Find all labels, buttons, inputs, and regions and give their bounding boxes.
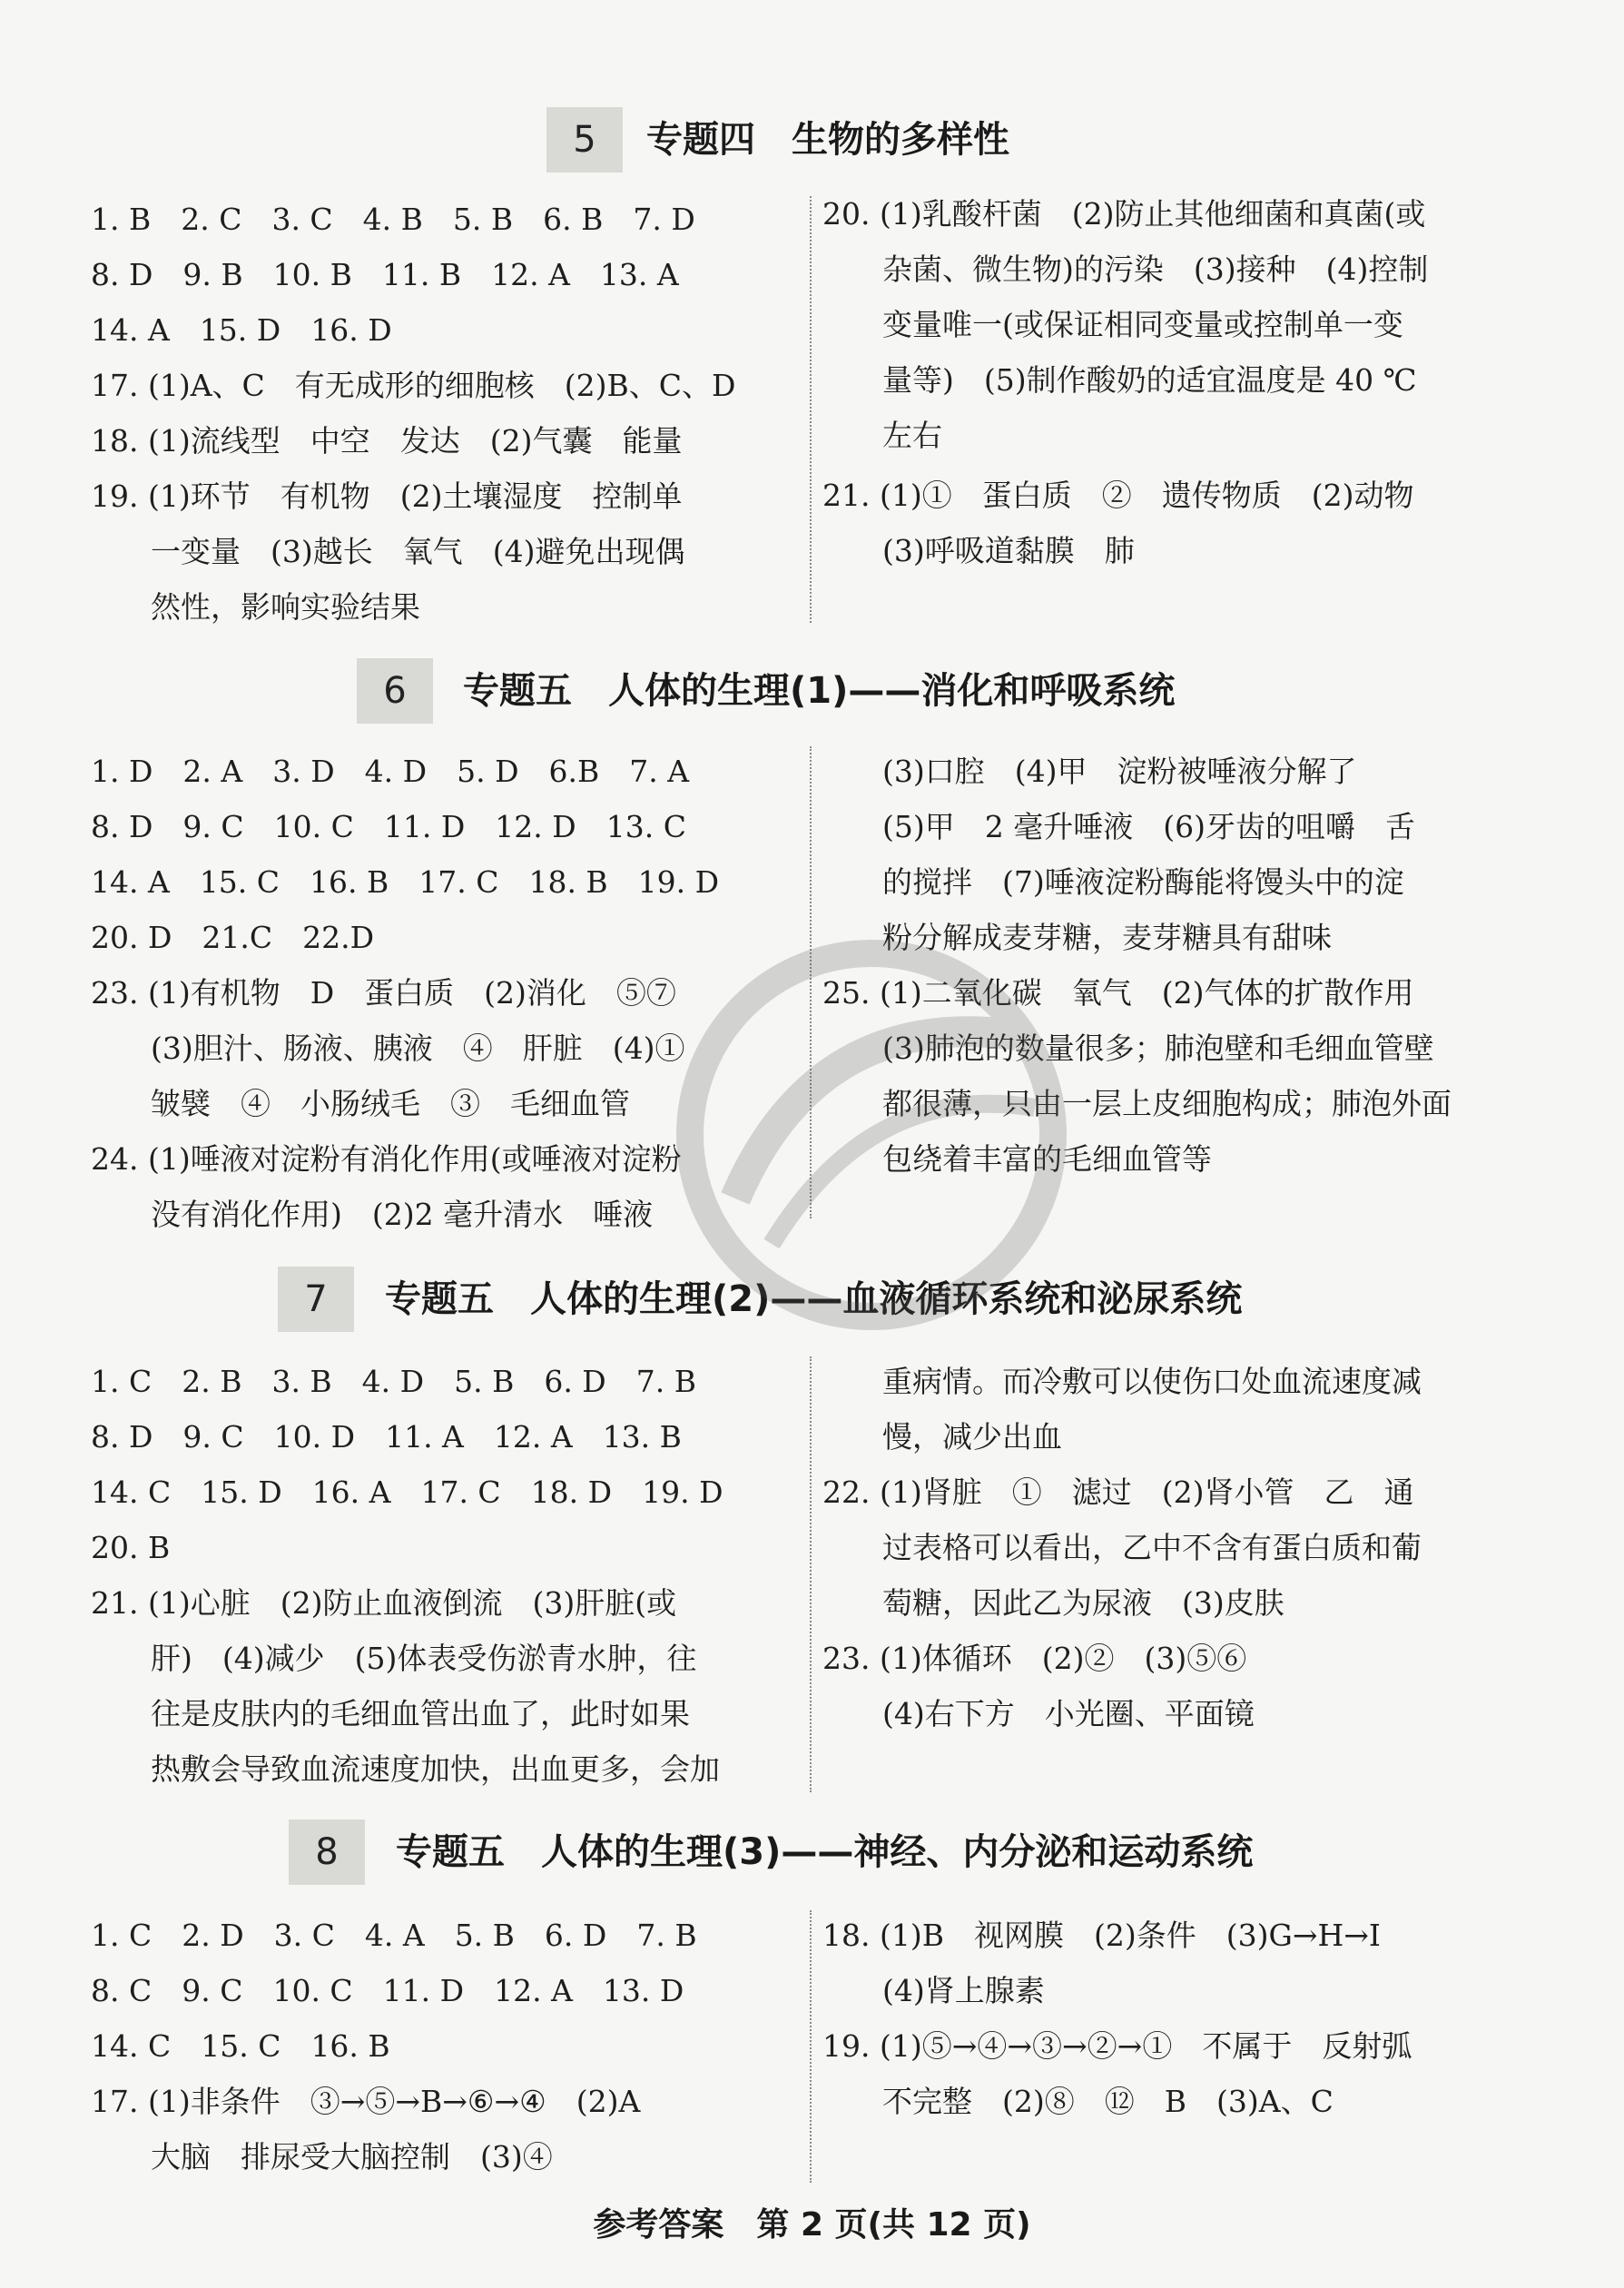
- answer-line: 14. A 15. C 16. B 17. C 18. B 19. D: [91, 864, 720, 900]
- section-title: 专题五 人体的生理(2)——血液循环系统和泌尿系统: [385, 1278, 1243, 1320]
- answer-line: 杂菌、微生物)的污染 (3)接种 (4)控制: [822, 251, 1429, 287]
- answer-line: 肝) (4)减少 (5)体表受伤淤青水肿，往: [91, 1641, 697, 1676]
- section-8-right-column: [822, 1910, 1540, 2146]
- answer-line: 20. B: [91, 1530, 171, 1565]
- section-title: 专题五 人体的生理(1)——消化和呼吸系统: [463, 670, 1176, 712]
- answer-line: (5)甲 2 毫升唾液 (6)牙齿的咀嚼 舌: [822, 809, 1415, 844]
- section-number: 5: [546, 107, 623, 173]
- answer-line: 一变量 (3)越长 氧气 (4)避免出现偶: [91, 534, 685, 569]
- answer-line: 慢，减少出血: [822, 1419, 1062, 1455]
- section-header-6: [0, 658, 1624, 724]
- answer-line: 大脑 排尿受大脑控制 (3)④: [91, 2139, 553, 2175]
- answer-line: 粉分解成麦芽糖，麦芽糖具有甜味: [822, 920, 1332, 955]
- answer-line: 14. C 15. D 16. A 17. C 18. D 19. D: [91, 1474, 723, 1510]
- answer-line: 14. A 15. D 16. D: [91, 312, 392, 348]
- section-header-5: [0, 107, 1624, 173]
- page-footer: 参考答案 第 2 页(共 12 页): [593, 2206, 1031, 2244]
- answer-line: 皱襞 ④ 小肠绒毛 ③ 毛细血管: [91, 1086, 630, 1121]
- section-6-left-column: [91, 746, 799, 1232]
- answer-line: 24. (1)唾液对淀粉有消化作用(或唾液对淀粉: [91, 1141, 682, 1177]
- answer-line: 1. C 2. B 3. B 4. D 5. B 6. D 7. B: [91, 1364, 696, 1399]
- section-number: 7: [278, 1267, 354, 1332]
- answer-line: 19. (1)⑤→④→③→②→① 不属于 反射弧: [822, 2028, 1412, 2064]
- section-7-left-column: [91, 1356, 799, 1787]
- answer-line: 萄糖，因此乙为尿液 (3)皮肤: [822, 1585, 1284, 1621]
- answer-line: 17. (1)非条件 ③→⑤→B→⑥→④ (2)A: [91, 2084, 641, 2119]
- answer-line: 不完整 (2)⑧ ⑫ B (3)A、C: [822, 2084, 1334, 2119]
- answer-line: 重病情。而冷敷可以使伤口处血流速度减: [822, 1364, 1422, 1399]
- answer-line: 8. C 9. C 10. C 11. D 12. A 13. D: [91, 1973, 684, 2008]
- section-header-8: [0, 1820, 1624, 1885]
- answer-line: (3)胆汁、肠液、胰液 ④ 肝脏 (4)①: [91, 1031, 685, 1066]
- answer-line: 19. (1)环节 有机物 (2)土壤湿度 控制单: [91, 478, 683, 514]
- answer-line: 左右: [822, 418, 942, 453]
- section-5-left-column: [91, 194, 799, 625]
- answer-line: (3)呼吸道黏膜 肺: [822, 533, 1135, 568]
- column-divider: [810, 196, 812, 623]
- answer-line: 包绕着丰富的毛细血管等: [822, 1141, 1212, 1177]
- answer-line: 8. D 9. C 10. D 11. A 12. A 13. B: [91, 1419, 682, 1455]
- answer-line: 20. D 21.C 22.D: [91, 920, 375, 955]
- answer-line: 过表格可以看出，乙中不含有蛋白质和葡: [822, 1530, 1422, 1565]
- answer-line: 然性，影响实验结果: [91, 589, 420, 625]
- section-8-left-column: [91, 1910, 799, 2183]
- section-title: 专题五 人体的生理(3)——神经、内分泌和运动系统: [396, 1831, 1254, 1873]
- answer-line: 23. (1)有机物 D 蛋白质 (2)消化 ⑤⑦: [91, 975, 676, 1011]
- answer-line: 21. (1)① 蛋白质 ② 遗传物质 (2)动物: [822, 478, 1414, 513]
- column-divider: [810, 1910, 812, 2183]
- answer-line: 14. C 15. C 16. B: [91, 2028, 390, 2064]
- answer-line: 量等) (5)制作酸奶的适宜温度是 40 ℃: [822, 362, 1417, 398]
- section-number: 6: [357, 658, 433, 724]
- column-divider: [810, 1356, 812, 1792]
- section-6-right-column: [822, 746, 1540, 1182]
- answer-line: 8. D 9. C 10. C 11. D 12. D 13. C: [91, 809, 686, 844]
- answer-line: (4)肾上腺素: [822, 1973, 1045, 2008]
- section-header-7: [0, 1267, 1624, 1332]
- section-7-right-column: [822, 1356, 1540, 1738]
- answer-line: 往是皮肤内的毛细血管出血了，此时如果: [91, 1696, 690, 1731]
- answer-line: 都很薄，只由一层上皮细胞构成；肺泡外面: [822, 1086, 1452, 1121]
- section-title: 专题四 生物的多样性: [646, 119, 1009, 161]
- answer-line: (3)肺泡的数量很多；肺泡壁和毛细血管壁: [822, 1031, 1434, 1066]
- column-divider: [810, 746, 812, 1218]
- answer-line: 25. (1)二氧化碳 氧气 (2)气体的扩散作用: [822, 975, 1414, 1011]
- answer-line: 8. D 9. B 10. B 11. B 12. A 13. A: [91, 257, 679, 292]
- section-5-right-column: [822, 189, 1540, 570]
- answer-line: 20. (1)乳酸杆菌 (2)防止其他细菌和真菌(或: [822, 196, 1426, 232]
- answer-line: 1. C 2. D 3. C 4. A 5. B 6. D 7. B: [91, 1918, 697, 1953]
- answer-line: 17. (1)A、C 有无成形的细胞核 (2)B、C、D: [91, 368, 736, 403]
- answer-line: 变量唯一(或保证相同变量或控制单一变: [822, 307, 1403, 342]
- answer-line: 18. (1)B 视网膜 (2)条件 (3)G→H→I: [822, 1918, 1381, 1953]
- answer-line: 1. B 2. C 3. C 4. B 5. B 6. B 7. D: [91, 202, 695, 237]
- answer-line: 热敷会导致血流速度加快，出血更多，会加: [91, 1751, 720, 1787]
- answer-line: 21. (1)心脏 (2)防止血液倒流 (3)肝脏(或: [91, 1585, 677, 1621]
- section-number: 8: [289, 1820, 365, 1885]
- answer-line: 没有消化作用) (2)2 毫升清水 唾液: [91, 1197, 654, 1232]
- answer-line: 22. (1)肾脏 ① 滤过 (2)肾小管 乙 通: [822, 1474, 1414, 1510]
- answer-line: 18. (1)流线型 中空 发达 (2)气囊 能量: [91, 423, 683, 459]
- answer-line: 1. D 2. A 3. D 4. D 5. D 6.B 7. A: [91, 754, 690, 789]
- answer-line: (4)右下方 小光圈、平面镜: [822, 1696, 1255, 1731]
- answer-line: 的搅拌 (7)唾液淀粉酶能将馒头中的淀: [822, 864, 1404, 900]
- answer-line: (3)口腔 (4)甲 淀粉被唾液分解了: [822, 754, 1357, 789]
- answer-line: 23. (1)体循环 (2)② (3)⑤⑥: [822, 1641, 1247, 1676]
